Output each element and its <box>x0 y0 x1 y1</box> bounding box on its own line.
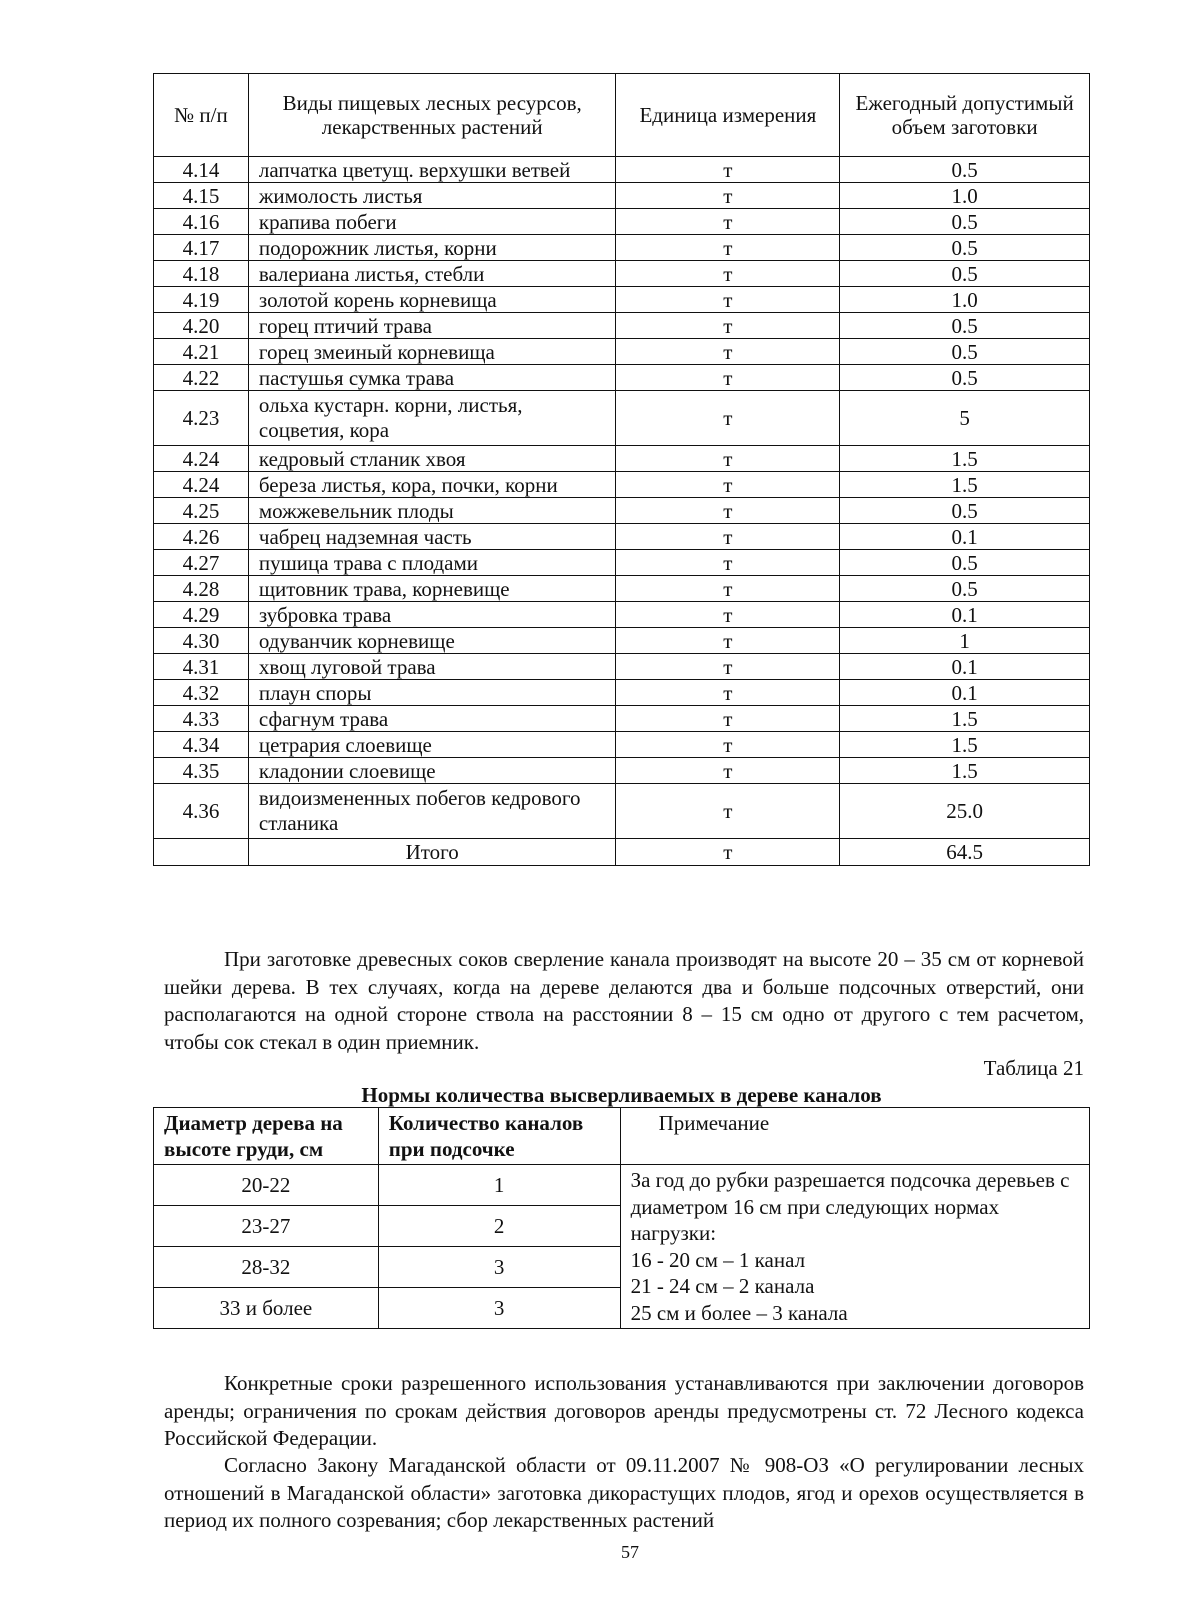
channels-cell: 3 <box>378 1288 620 1329</box>
volume-cell: 25.0 <box>840 784 1090 839</box>
row-number-cell: 4.25 <box>154 498 249 524</box>
row-number-cell: 4.16 <box>154 209 249 235</box>
volume-cell: 0.1 <box>840 524 1090 550</box>
resource-name-cell: можжевельник плоды <box>248 498 616 524</box>
table-row <box>154 498 1090 524</box>
unit-cell: т <box>616 446 840 472</box>
unit-cell: т <box>616 732 840 758</box>
row-number-cell: 4.19 <box>154 287 249 313</box>
table-row <box>154 313 1090 339</box>
table-row <box>154 472 1090 498</box>
unit-cell: т <box>616 758 840 784</box>
table-row <box>154 261 1090 287</box>
unit-cell: т <box>616 183 840 209</box>
row-number-cell: 4.33 <box>154 706 249 732</box>
table-row <box>154 524 1090 550</box>
table-total-row <box>154 839 1090 866</box>
row-number-cell: 4.30 <box>154 628 249 654</box>
volume-cell: 1.5 <box>840 472 1090 498</box>
table-row <box>154 784 1090 839</box>
diameter-cell: 23-27 <box>154 1206 379 1247</box>
row-number-cell: 4.20 <box>154 313 249 339</box>
header-channels: Количество каналов при подсочке <box>378 1108 620 1165</box>
unit-cell: т <box>616 576 840 602</box>
unit-cell: т <box>616 654 840 680</box>
channels-cell: 3 <box>378 1247 620 1288</box>
row-number-cell: 4.24 <box>154 472 249 498</box>
unit-cell: т <box>616 339 840 365</box>
table-row <box>154 602 1090 628</box>
resource-name-cell: зубровка трава <box>248 602 616 628</box>
unit-cell: т <box>616 391 840 446</box>
row-number-cell: 4.23 <box>154 391 249 446</box>
total-value: 64.5 <box>840 839 1090 866</box>
resource-name-cell: пастушья сумка трава <box>248 365 616 391</box>
unit-cell: т <box>616 209 840 235</box>
row-number-cell: 4.14 <box>154 157 249 183</box>
resource-name-cell: одуванчик корневище <box>248 628 616 654</box>
table-row <box>154 235 1090 261</box>
lease-terms-paragraph: Конкретные сроки разрешенного использования устанавливаются при заключении договоров аренды; ограничения по срокам действия договоров аренды предусмотрены ст. 72 Лесного кодекса Российской Федерации. <box>164 1371 1084 1450</box>
volume-cell: 0.5 <box>840 157 1090 183</box>
table-header-row <box>154 1108 1090 1165</box>
row-number-cell: 4.24 <box>154 446 249 472</box>
volume-cell: 0.5 <box>840 313 1090 339</box>
resource-name-cell: горец птичий трава <box>248 313 616 339</box>
resource-name-cell: кедровый стланик хвоя <box>248 446 616 472</box>
row-number-cell: 4.35 <box>154 758 249 784</box>
row-number-cell: 4.15 <box>154 183 249 209</box>
header-diameter: Диаметр дерева на высоте груди, см <box>154 1108 379 1165</box>
unit-cell: т <box>616 524 840 550</box>
volume-cell: 0.5 <box>840 209 1090 235</box>
volume-cell: 0.1 <box>840 654 1090 680</box>
unit-cell: т <box>616 235 840 261</box>
unit-cell: т <box>616 550 840 576</box>
table-row <box>154 732 1090 758</box>
sap-drilling-paragraph: При заготовке древесных соков сверление канала производят на высоте 20 – 35 см от корневой шейки дерева. В тех случаях, когда на дереве делаются два и больше подсочных отверстий, они располагаются на одной стороне ствола на расстоянии 8 – 15 см одно от другого с тем расчетом, чтобы сок стекал в один приемник. <box>164 947 1084 1054</box>
channels-cell: 1 <box>378 1165 620 1206</box>
table-row <box>154 287 1090 313</box>
unit-cell: т <box>616 680 840 706</box>
resource-name-cell: валериана листья, стебли <box>248 261 616 287</box>
header-unit: Единица измерения <box>616 74 840 157</box>
table-21-title: Нормы количества высверливаемых в дереве каналов <box>361 1083 882 1107</box>
diameter-cell: 28-32 <box>154 1247 379 1288</box>
table-row <box>154 654 1090 680</box>
resource-name-cell: береза листья, кора, почки, корни <box>248 472 616 498</box>
unit-cell: т <box>616 706 840 732</box>
row-number-cell: 4.32 <box>154 680 249 706</box>
table-row <box>154 183 1090 209</box>
volume-cell: 0.5 <box>840 550 1090 576</box>
volume-cell: 0.5 <box>840 261 1090 287</box>
volume-cell: 1.0 <box>840 287 1090 313</box>
unit-cell: т <box>616 157 840 183</box>
header-number: № п/п <box>154 74 249 157</box>
table-row <box>154 680 1090 706</box>
volume-cell: 0.1 <box>840 602 1090 628</box>
resource-name-cell: кладонии слоевище <box>248 758 616 784</box>
note-cell <box>620 1165 1089 1329</box>
table-row <box>154 758 1090 784</box>
row-number-cell: 4.34 <box>154 732 249 758</box>
table-row <box>154 157 1090 183</box>
table-row <box>154 446 1090 472</box>
unit-cell: т <box>616 498 840 524</box>
row-number-cell: 4.36 <box>154 784 249 839</box>
drilling-norms-table <box>153 1107 1090 1329</box>
row-number-cell: 4.27 <box>154 550 249 576</box>
resource-name-cell: жимолость листья <box>248 183 616 209</box>
volume-cell: 0.1 <box>840 680 1090 706</box>
volume-cell: 1.0 <box>840 183 1090 209</box>
page-number: 57 <box>621 1542 639 1562</box>
table-row <box>154 391 1090 446</box>
table-row <box>154 706 1090 732</box>
total-number-cell <box>154 839 249 866</box>
unit-cell: т <box>616 287 840 313</box>
resource-name-cell: хвощ луговой трава <box>248 654 616 680</box>
volume-cell: 0.5 <box>840 576 1090 602</box>
volume-cell: 0.5 <box>840 339 1090 365</box>
header-note: Примечание <box>620 1108 1089 1165</box>
table-row <box>154 365 1090 391</box>
table-row <box>154 628 1090 654</box>
resource-name-cell: лапчатка цветущ. верхушки ветвей <box>248 157 616 183</box>
unit-cell: т <box>616 313 840 339</box>
volume-cell: 1 <box>840 628 1090 654</box>
table-21-label: Таблица 21 <box>983 1056 1084 1080</box>
row-number-cell: 4.17 <box>154 235 249 261</box>
unit-cell: т <box>616 784 840 839</box>
channels-cell: 2 <box>378 1206 620 1247</box>
volume-cell: 1.5 <box>840 706 1090 732</box>
row-number-cell: 4.21 <box>154 339 249 365</box>
row-number-cell: 4.31 <box>154 654 249 680</box>
volume-cell: 1.5 <box>840 446 1090 472</box>
resource-name-cell: подорожник листья, корни <box>248 235 616 261</box>
header-resource-type: Виды пищевых лесных ресурсов, лекарственных растений <box>248 74 616 157</box>
row-number-cell: 4.29 <box>154 602 249 628</box>
total-label: Итого <box>248 839 616 866</box>
resource-name-cell: чабрец надземная часть <box>248 524 616 550</box>
resource-name-cell: горец змеиный корневища <box>248 339 616 365</box>
resource-name-cell: ольха кустарн. корни, листья, соцветия, кора <box>248 391 616 446</box>
resource-name-cell: крапива побеги <box>248 209 616 235</box>
note-line: 21 - 24 см – 2 канала <box>630 1274 815 1298</box>
diameter-cell: 33 и более <box>154 1288 379 1329</box>
table-row <box>154 339 1090 365</box>
row-number-cell: 4.22 <box>154 365 249 391</box>
table-row <box>154 550 1090 576</box>
note-line: 16 - 20 см – 1 канал <box>630 1247 806 1272</box>
resource-name-cell: плаун споры <box>248 680 616 706</box>
resource-name-cell: видоизмененных побегов кедрового стланика <box>248 784 616 839</box>
row-number-cell: 4.28 <box>154 576 249 602</box>
volume-cell: 1.5 <box>840 758 1090 784</box>
resource-name-cell: золотой корень корневища <box>248 287 616 313</box>
total-unit: т <box>616 839 840 866</box>
note-line: 25 см и более – 3 канала <box>630 1300 848 1325</box>
row-number-cell: 4.18 <box>154 261 249 287</box>
table-row <box>154 576 1090 602</box>
diameter-cell: 20-22 <box>154 1165 379 1206</box>
table-header-row <box>154 74 1090 157</box>
volume-cell: 0.5 <box>840 235 1090 261</box>
table-row <box>154 209 1090 235</box>
volume-cell: 1.5 <box>840 732 1090 758</box>
magadan-law-paragraph: Согласно Закону Магаданской области от 09.11.2007 № 908-ОЗ «О регулировании лесных отношений в Магаданской области» заготовка дикорастущих плодов, ягод и орехов осуществляется в период их полного созревания; сбор лекарственных растений <box>164 1453 1084 1532</box>
resource-name-cell: пушица трава с плодами <box>248 550 616 576</box>
unit-cell: т <box>616 628 840 654</box>
resource-name-cell: щитовник трава, корневище <box>248 576 616 602</box>
note-line: За год до рубки разрешается подсочка деревьев с диаметром 16 см при следующих нормах нагрузки: <box>630 1168 1070 1245</box>
volume-cell: 0.5 <box>840 365 1090 391</box>
unit-cell: т <box>616 472 840 498</box>
unit-cell: т <box>616 602 840 628</box>
unit-cell: т <box>616 365 840 391</box>
unit-cell: т <box>616 261 840 287</box>
forest-resources-table <box>153 73 1090 866</box>
volume-cell: 0.5 <box>840 498 1090 524</box>
table-row <box>154 1165 1090 1206</box>
resource-name-cell: сфагнум трава <box>248 706 616 732</box>
volume-cell: 5 <box>840 391 1090 446</box>
resource-name-cell: цетрария слоевище <box>248 732 616 758</box>
header-annual-volume: Ежегодный допустимый объем заготовки <box>840 74 1090 157</box>
row-number-cell: 4.26 <box>154 524 249 550</box>
